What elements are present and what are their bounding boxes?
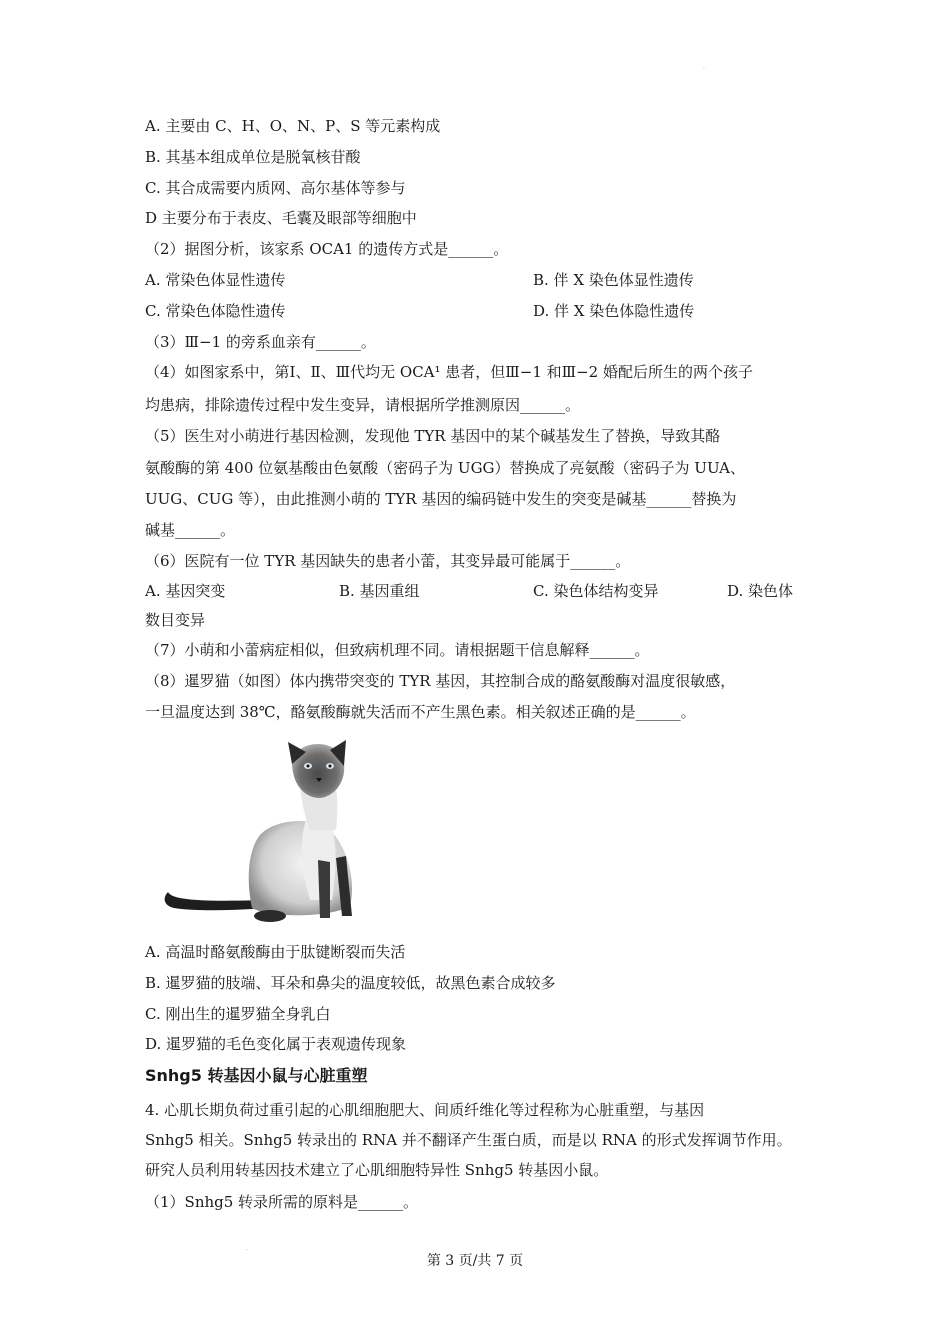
q6-option-d: D. 染色体 (727, 582, 794, 600)
q8-text-line2: 一旦温度达到 38℃，酪氨酸酶就失活而不产生黑色素。相关叙述正确的是______。 (145, 703, 696, 721)
scan-mark: · (246, 1247, 248, 1254)
q4-stem-line3: 研究人员利用转基因技术建立了心肌细胞特异性 Snhg5 转基因小鼠。 (145, 1161, 609, 1179)
q4-text-line1: （4）如图家系中，第Ⅰ、Ⅱ、Ⅲ代均无 OCA¹ 患者，但Ⅲ−1 和Ⅲ−2 婚配后所生的两个孩子 (145, 363, 753, 381)
q4-stem-line1: 4. 心肌长期负荷过重引起的心肌细胞肥大、间质纤维化等过程称为心脏重塑，与基因 (145, 1101, 705, 1119)
q1-option-d: D 主要分布于表皮、毛囊及眼部等细胞中 (145, 209, 417, 227)
q1-option-b: B. 其基本组成单位是脱氧核苷酸 (145, 148, 361, 166)
q4-part1-text: （1）Snhg5 转录所需的原料是______。 (145, 1193, 419, 1211)
q1-option-a: A. 主要由 C、H、O、N、P、S 等元素构成 (145, 117, 441, 135)
section-heading: Snhg5 转基因小鼠与心脏重塑 (145, 1066, 368, 1085)
page-footer: 第 3 页/共 7 页 (426, 1253, 524, 1269)
scan-mark: · (703, 66, 705, 73)
q6-text: （6）医院有一位 TYR 基因缺失的患者小蕾，其变异最可能属于______。 (145, 552, 631, 570)
q3-text: （3）Ⅲ−1 的旁系血亲有______。 (145, 333, 376, 351)
q4-stem-line2: Snhg5 相关。Snhg5 转录出的 RNA 并不翻译产生蛋白质，而是以 RNA 的形式发挥调节作用。 (145, 1131, 792, 1149)
q8-text-line1: （8）暹罗猫（如图）体内携带突变的 TYR 基因，其控制合成的酪氨酸酶对温度很敏感， (145, 672, 736, 690)
q7-text: （7）小萌和小蕾病症相似，但致病机理不同。请根据题干信息解释______。 (145, 641, 650, 659)
siamese-cat-image (160, 740, 365, 930)
q5-text-line3: UUG、CUG 等），由此推测小萌的 TYR 基因的编码链中发生的突变是碱基______替换为 (145, 490, 737, 508)
q2-option-a: A. 常染色体显性遗传 (145, 271, 286, 289)
q2-option-b: B. 伴 X 染色体显性遗传 (533, 271, 694, 289)
q8-option-a: A. 高温时酪氨酸酶由于肽键断裂而失活 (145, 943, 406, 961)
q4-text-line2: 均患病，排除遗传过程中发生变异，请根据所学推测原因______。 (145, 396, 581, 414)
q2-option-d: D. 伴 X 染色体隐性遗传 (533, 302, 695, 320)
q8-option-b: B. 暹罗猫的肢端、耳朵和鼻尖的温度较低，故黑色素合成较多 (145, 974, 556, 992)
q6-option-d-continued: 数目变异 (145, 611, 206, 629)
q8-option-d: D. 暹罗猫的毛色变化属于表观遗传现象 (145, 1035, 407, 1053)
q5-text-line2: 氨酸酶的第 400 位氨基酸由色氨酸（密码子为 UGG）替换成了亮氨酸（密码子为 UUA、 (145, 459, 745, 477)
q6-option-c: C. 染色体结构变异 (533, 582, 659, 600)
q6-option-b: B. 基因重组 (339, 582, 420, 600)
q2-text: （2）据图分析，该家系 OCA1 的遗传方式是______。 (145, 240, 509, 258)
q1-option-c: C. 其合成需要内质网、高尔基体等参与 (145, 179, 406, 197)
q2-option-c: C. 常染色体隐性遗传 (145, 302, 286, 320)
q6-option-a: A. 基因突变 (145, 582, 226, 600)
q8-option-c: C. 刚出生的暹罗猫全身乳白 (145, 1005, 331, 1023)
q5-text-line1: （5）医生对小萌进行基因检测，发现他 TYR 基因中的某个碱基发生了替换，导致其酪 (145, 427, 721, 445)
q5-text-line4: 碱基______。 (145, 521, 236, 539)
